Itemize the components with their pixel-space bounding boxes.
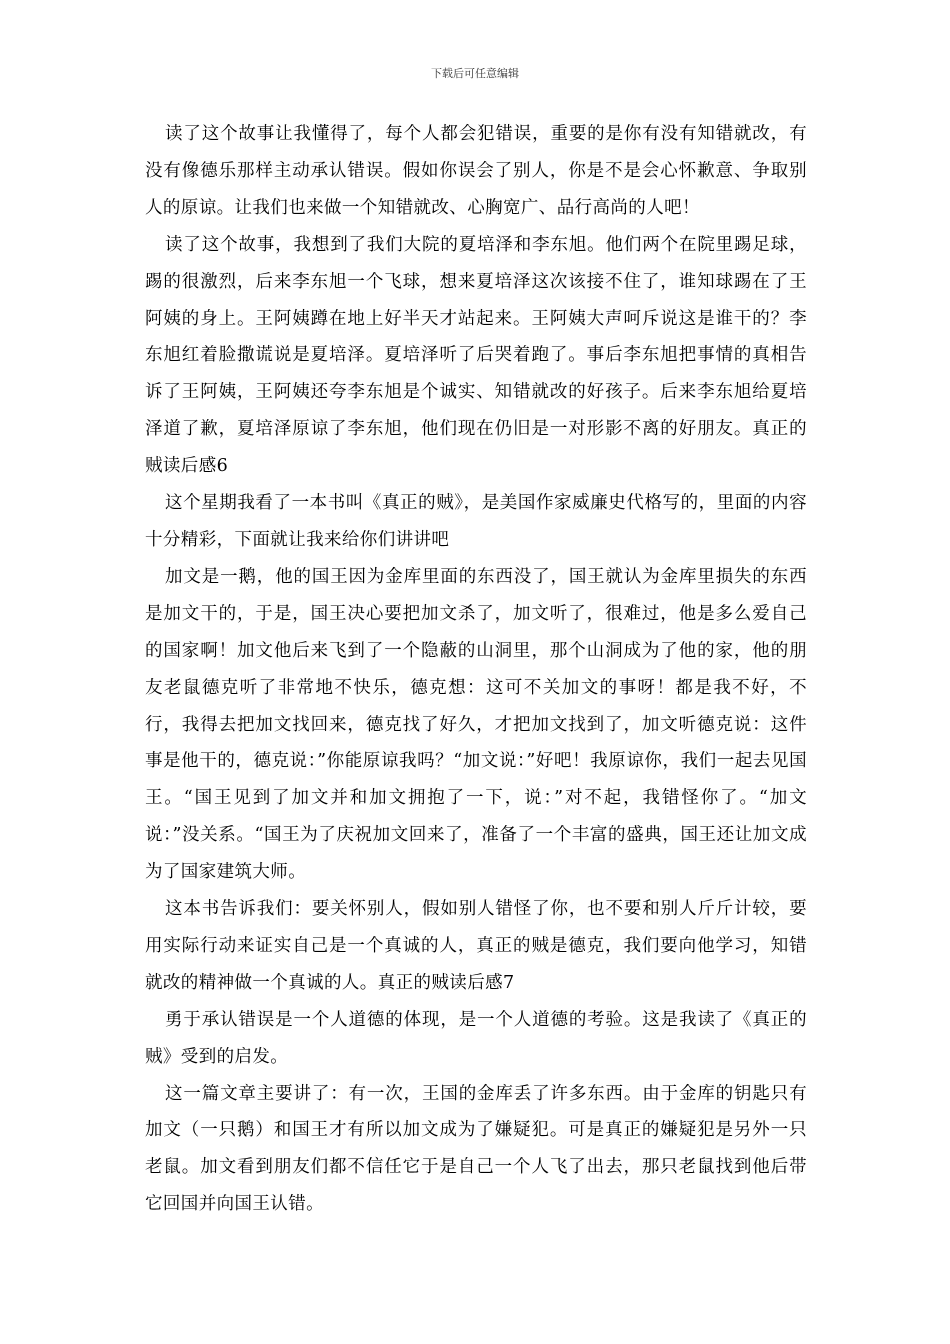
paragraph-3: 这个星期我看了一本书叫《真正的贼》，是美国作家威廉史代格写的，里面的内容十分精彩，下面就让我来给你们讲讲吧: [145, 493, 807, 550]
paragraph-4: 加文是一鹅，他的国王因为金库里面的东西没了，国王就认为金库里损失的东西是加文干的，于是，国王决心要把加文杀了，加文听了，很难过，他是多么爱自己的国家啊！加文他后来飞到了一个隐蔽的山洞里，那个山洞成为了他的家，他的朋友老鼠德克听了非常地不快乐，德克想：这可不关加文的事呀！都是我不好，不行，我得去把加文找回来，德克找了好久，才把加文找到了，加文听德克说：这件事是他干的，德克说：”你能原谅我吗？“加文说：”好吧！我原谅你，我们一起去见国王。“国王见到了加文并和加文拥抱了一下，说：”对不起，我错怪你了。“加文说：”没关系。“国王为了庆祝加文回来了，准备了一个丰富的盛典，国王还让加文成为了国家建筑大师。: [145, 566, 807, 883]
document-body: [145, 116, 807, 1223]
paragraph-5: 这本书告诉我们：要关怀别人，假如别人错怪了你，也不要和别人斤斤计较，要用实际行动来证实自己是一个真诚的人，真正的贼是德克，我们要向他学习，知错就改的精神做一个真诚的人。真正的贼读后感7: [145, 899, 807, 993]
paragraph-6: 勇于承认错误是一个人道德的体现，是一个人道德的考验。这是我读了《真正的贼》受到的启发。: [145, 1009, 807, 1067]
paragraph-7: 这一篇文章主要讲了：有一次，王国的金库丢了许多东西。由于金库的钥匙只有加文（一只鹅）和国王才有所以加文成为了嫌疑犯。可是真正的嫌疑犯是另外一只老鼠。加文看到朋友们都不信任它于是自己一个人飞了出去，那只老鼠找到他后带它回国并向国王认错。: [145, 1083, 807, 1215]
paragraph-1: 读了这个故事让我懂得了，每个人都会犯错误，重要的是你有没有知错就改，有没有像德乐那样主动承认错误。假如你误会了别人，你是不是会心怀歉意、争取别人的原谅。让我们也来做一个知错就改、心胸宽广、品行高尚的人吧！: [145, 124, 807, 218]
page-header: 下载后可任意编辑: [431, 67, 519, 80]
paragraph-2: 读了这个故事，我想到了我们大院的夏培泽和李东旭。他们两个在院里踢足球，踢的很激烈，后来李东旭一个飞球，想来夏培泽这次该接不住了，谁知球踢在了王阿姨的身上。王阿姨蹲在地上好半天才站起来。王阿姨大声呵斥说这是谁干的？李东旭红着脸撒谎说是夏培泽。夏培泽听了后哭着跑了。事后李东旭把事情的真相告诉了王阿姨，王阿姨还夸李东旭是个诚实、知错就改的好孩子。后来李东旭给夏培泽道了歉，夏培泽原谅了李东旭，他们现在仍旧是一对形影不离的好朋友。真正的贼读后感6: [145, 234, 807, 477]
